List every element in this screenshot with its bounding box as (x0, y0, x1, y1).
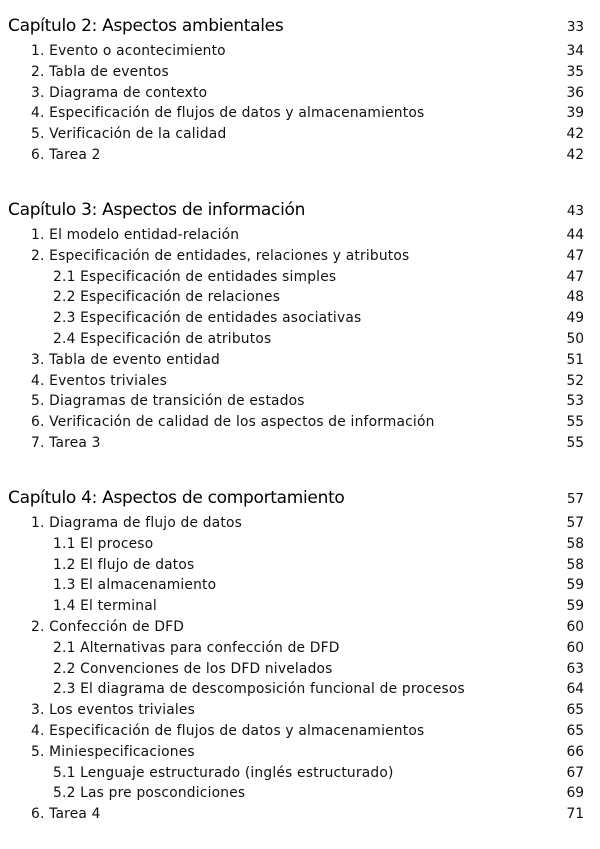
toc-entry (0, 43, 600, 64)
chapter-title: Capítulo 2: Aspectos ambientales (8, 16, 284, 36)
entry-page-number: 53 (566, 393, 584, 410)
entry-label: 2. Especificación de entidades, relaciones y atributos (31, 247, 410, 264)
entry-label: 1. El modelo entidad-relación (31, 227, 240, 243)
entry-page-number: 65 (566, 702, 584, 719)
chapter-title: Capítulo 3: Aspectos de información (8, 200, 306, 220)
entry-label: 5. Diagramas de transición de estados (31, 393, 305, 410)
toc-entry (0, 765, 600, 786)
entry-label: 4. Especificación de flujos de datos y almacenamientos (31, 722, 425, 739)
toc-entry (0, 661, 600, 682)
entry-label: 2.1 Alternativas para confección de DFD (53, 639, 340, 656)
chapter-title: Capítulo 4: Aspectos de comportamiento (8, 488, 345, 508)
entry-label: 6. Tarea 2 (31, 146, 101, 163)
entry-page-number: 69 (566, 785, 584, 802)
entry-label: 2.3 El diagrama de descomposición funcional de procesos (53, 681, 465, 698)
entry-label: 5.2 Las pre poscondiciones (53, 785, 246, 802)
entry-page-number: 47 (566, 268, 584, 285)
entry-page-number: 59 (566, 598, 584, 615)
entry-page-number: 57 (566, 515, 584, 531)
toc-entry (0, 248, 600, 269)
chapter-2 (0, 13, 600, 168)
toc-entry (0, 126, 600, 147)
entry-page-number: 63 (566, 660, 584, 677)
toc-entry (0, 619, 600, 640)
entry-page-number: 67 (566, 764, 584, 781)
toc-entry (0, 723, 600, 744)
toc-entry (0, 227, 600, 248)
toc-entry (0, 352, 600, 373)
entry-page-number: 51 (566, 351, 584, 368)
toc-entry (0, 310, 600, 331)
entry-label: 7. Tarea 3 (31, 434, 101, 451)
entry-page-number: 58 (566, 556, 584, 573)
entry-label: 5. Verificación de la calidad (31, 126, 227, 143)
entry-label: 1.3 El almacenamiento (53, 577, 217, 594)
chapter-3 (0, 197, 600, 456)
toc-entry (0, 393, 600, 414)
entry-label: 4. Especificación de flujos de datos y almacenamientos (31, 105, 425, 122)
chapter-4 (0, 485, 600, 827)
toc-entry (0, 785, 600, 806)
entry-page-number: 35 (566, 63, 584, 80)
entry-label: 2.4 Especificación de atributos (53, 330, 272, 347)
entry-page-number: 42 (566, 146, 584, 163)
entry-label: 5.1 Lenguaje estructurado (inglés estructurado) (53, 764, 394, 781)
toc-entry (0, 414, 600, 435)
toc-entry (0, 806, 600, 827)
chapter-page-number: 57 (566, 491, 584, 507)
entry-label: 1. Evento o acontecimiento (31, 43, 226, 59)
entry-label: 2.3 Especificación de entidades asociativas (53, 310, 362, 327)
toc-entry (0, 64, 600, 85)
entry-page-number: 42 (566, 126, 584, 143)
toc-entry (0, 373, 600, 394)
entry-label: 3. Los eventos triviales (31, 702, 195, 719)
entry-page-number: 66 (566, 743, 584, 760)
entry-page-number: 52 (566, 372, 584, 389)
chapter-heading (0, 485, 600, 515)
entry-label: 1.1 El proceso (53, 535, 154, 552)
entry-label: 2. Tabla de eventos (31, 63, 169, 80)
entry-label: 1. Diagrama de flujo de datos (31, 515, 243, 531)
entry-label: 6. Tarea 4 (31, 806, 101, 823)
entry-page-number: 47 (566, 247, 584, 264)
toc-entry (0, 331, 600, 352)
entry-label: 1.2 El flujo de datos (53, 556, 195, 573)
entry-label: 6. Verificación de calidad de los aspectos de información (31, 414, 435, 431)
entry-page-number: 65 (566, 722, 584, 739)
entry-page-number: 34 (566, 43, 584, 59)
entry-page-number: 60 (566, 618, 584, 635)
entry-page-number: 36 (566, 84, 584, 101)
entry-page-number: 71 (566, 806, 584, 823)
entry-page-number: 39 (566, 105, 584, 122)
toc-entry (0, 515, 600, 536)
entry-label: 5. Miniespecificaciones (31, 743, 195, 760)
chapter-heading (0, 197, 600, 227)
toc-entry (0, 640, 600, 661)
chapter-page-number: 33 (566, 19, 584, 35)
toc-entry (0, 557, 600, 578)
toc-entry (0, 744, 600, 765)
toc-entry (0, 681, 600, 702)
entry-label: 2.1 Especificación de entidades simples (53, 268, 337, 285)
entry-label: 2.2 Convenciones de los DFD nivelados (53, 660, 333, 677)
entry-page-number: 44 (566, 227, 584, 243)
entry-page-number: 49 (566, 310, 584, 327)
entry-page-number: 50 (566, 330, 584, 347)
entry-label: 2.2 Especificación de relaciones (53, 289, 281, 306)
entry-page-number: 55 (566, 414, 584, 431)
chapter-heading (0, 13, 600, 43)
toc-entry (0, 85, 600, 106)
chapter-page-number: 43 (566, 203, 584, 219)
toc-entry (0, 289, 600, 310)
entry-label: 4. Eventos triviales (31, 372, 167, 389)
toc-entry (0, 577, 600, 598)
entry-page-number: 59 (566, 577, 584, 594)
entry-label: 3. Diagrama de contexto (31, 84, 208, 101)
toc-entry (0, 269, 600, 290)
entry-page-number: 60 (566, 639, 584, 656)
toc-entry (0, 598, 600, 619)
toc-entry (0, 147, 600, 168)
toc-entry (0, 702, 600, 723)
entry-page-number: 48 (566, 289, 584, 306)
entry-label: 3. Tabla de evento entidad (31, 351, 220, 368)
entry-page-number: 58 (566, 535, 584, 552)
entry-page-number: 64 (566, 681, 584, 698)
entry-label: 2. Confección de DFD (31, 618, 185, 635)
entry-label: 1.4 El terminal (53, 598, 157, 615)
entry-page-number: 55 (566, 434, 584, 451)
toc-entry (0, 435, 600, 456)
toc-entry (0, 536, 600, 557)
toc-entry (0, 105, 600, 126)
